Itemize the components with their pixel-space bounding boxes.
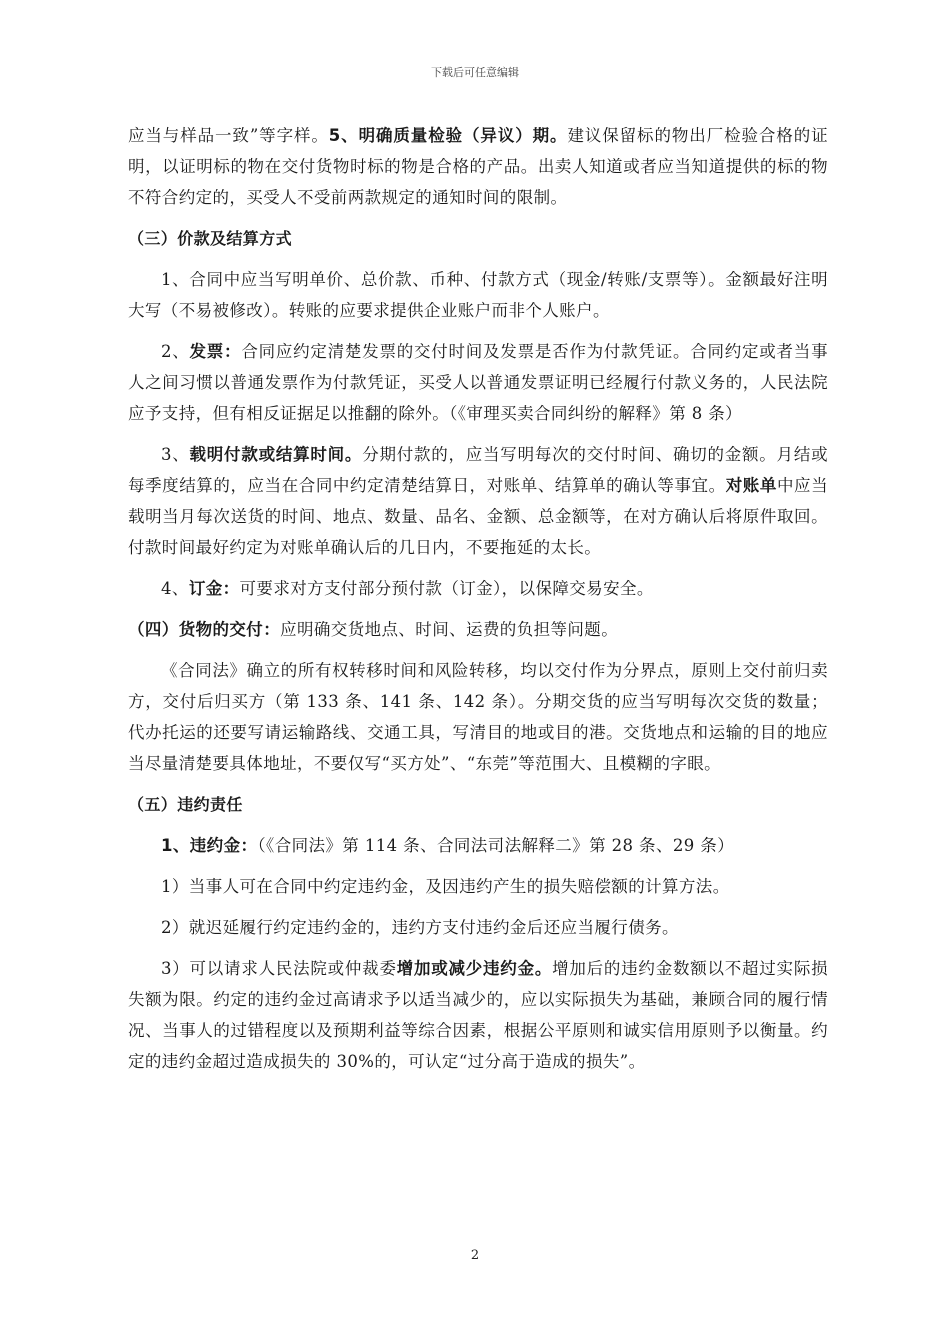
penalty-label: 1、违约金： xyxy=(161,836,258,855)
deposit-label: 订金： xyxy=(188,579,240,598)
page-header: 下载后可任意编辑 xyxy=(431,66,519,79)
quality-inspection-heading: 5、明确质量检验（异议）期。 xyxy=(328,126,568,145)
section-heading-liability: （五）违约责任 xyxy=(128,795,243,814)
paragraph-penalty-2: 2）就迟延履行约定违约金的，违约方支付违约金后还应当履行债务。 xyxy=(161,918,679,937)
paragraph-penalty-1: 1）当事人可在合同中约定违约金，及因违约产生的损失赔偿额的计算方法。 xyxy=(161,877,730,896)
paragraph-penalty-heading: 1、违约金：（《合同法》第 114 条、合同法司法解释二》第 28 条、29 条） xyxy=(161,836,735,855)
invoice-label: 发票： xyxy=(189,342,242,361)
paragraph-sample-consistency: 应当与样品一致”等字样。5、明确质量检验（异议）期。建议保留标的物出厂检验合格的证明，以证明标的物在交付货物时标的物是合格的产品。出卖人知道或者应当知道提供的标的物不符合约定的，买受人不受前两款规定的通知时间的限制。 xyxy=(128,126,828,207)
payment-time-label: 载明付款或结算时间。 xyxy=(189,445,363,464)
paragraph-invoice: 2、发票：合同应约定清楚发票的交付时间及发票是否作为付款凭证。合同约定或者当事人之间习惯以普通发票作为付款凭证，买受人以普通发票证明已经履行付款义务的，人民法院应予支持，但有相反证据足以推翻的除外。（《审理买卖合同纠纷的解释》第 8 条） xyxy=(128,342,828,423)
section-heading-delivery: （四）货物的交付：应明确交货地点、时间、运费的负担等问题。 xyxy=(128,620,619,639)
paragraph-deposit: 4、订金：可要求对方支付部分预付款（订金），以保障交易安全。 xyxy=(161,579,654,598)
adjust-penalty-label: 增加或减少违约金。 xyxy=(396,959,553,978)
paragraph-penalty-3: 3）可以请求人民法院或仲裁委增加或减少违约金。增加后的违约金数额以不超过实际损失额为限。约定的违约金过高请求予以适当减少的，应以实际损失为基础，兼顾合同的履行情况、当事人的过错程度以及预期利益等综合因素，根据公平原则和诚实信用原则予以衡量。约定的违约金超过造成损失的 30%的，可认定“过分高于造成的损失”。 xyxy=(128,959,828,1071)
document-body xyxy=(128,120,828,1087)
paragraph-price-items: 1、合同中应当写明单价、总价款、币种、付款方式（现金/转账/支票等）。金额最好注明大写（不易被修改）。转账的应要求提供企业账户而非个人账户。 xyxy=(128,270,828,320)
paragraph-payment-time: 3、载明付款或结算时间。分期付款的，应当写明每次的交付时间、确切的金额。月结或每季度结算的，应当在合同中约定清楚结算日，对账单、结算单的确认等事宜。对账单中应当载明当月每次送货的时间、地点、数量、品名、金额、总金额等，在对方确认后将原件取回。付款时间最好约定为对账单确认后的几日内，不要拖延的太长。 xyxy=(128,445,829,557)
page-number: 2 xyxy=(470,1248,480,1263)
section-heading-price-settlement: （三）价款及结算方式 xyxy=(128,229,293,248)
statement-label: 对账单 xyxy=(725,476,777,495)
paragraph-delivery-body: 《合同法》确立的所有权转移时间和风险转移，均以交付作为分界点，原则上交付前归卖方，交付后归买方（第 133 条、141 条、142 条）。分期交货的应当写明每次交货的数量；代办托运的还要写请运输路线、交通工具，写清目的地或目的港。交货地点和运输的目的地应当尽量清楚要具体地址，不要仅写“买方处”、“东莞”等范围大、且模糊的字眼。 xyxy=(128,661,828,773)
delivery-label: （四）货物的交付： xyxy=(128,620,281,639)
